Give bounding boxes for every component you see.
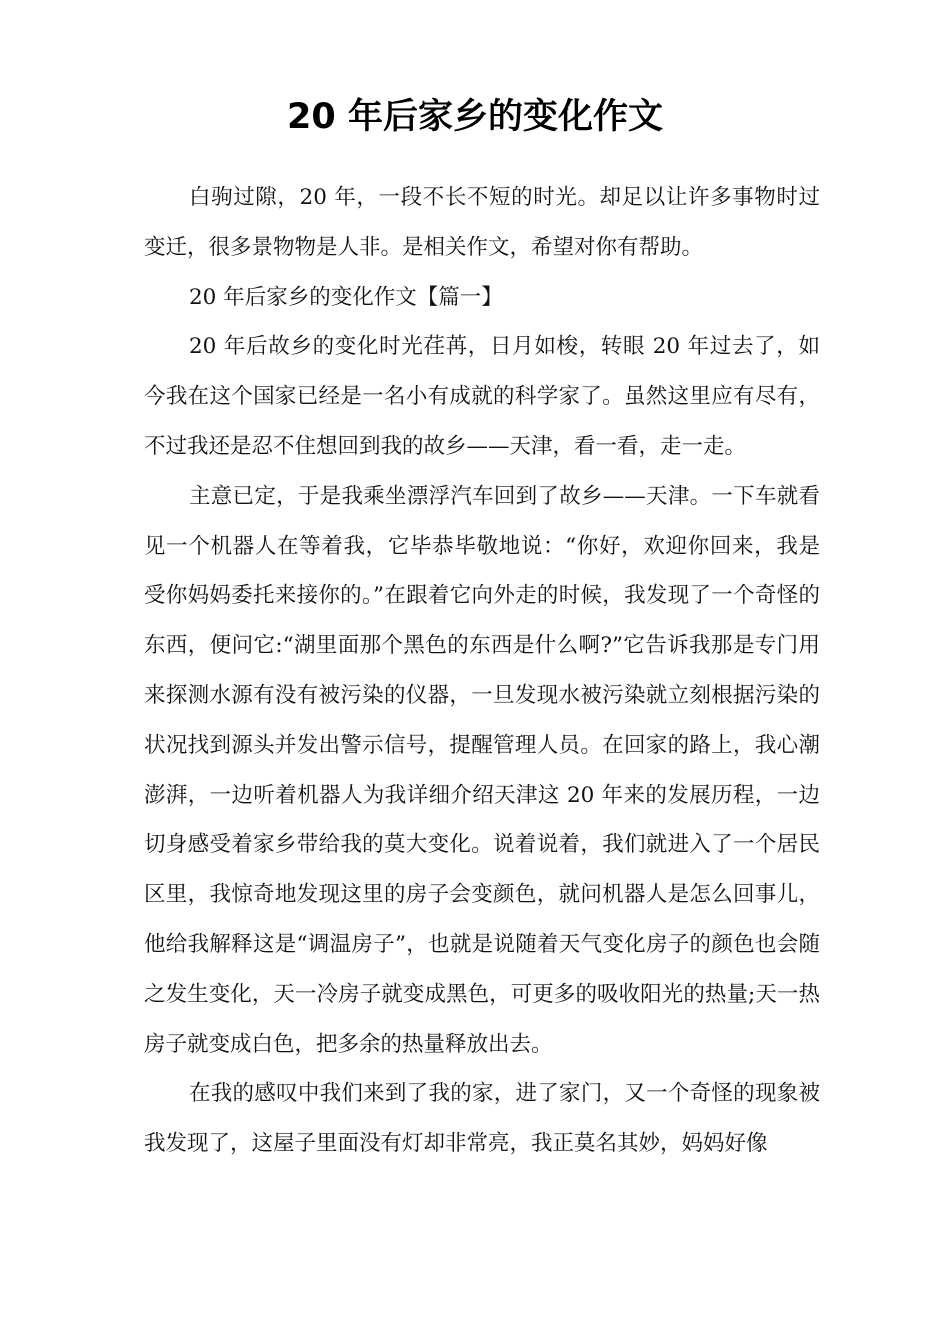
document-body bbox=[144, 173, 820, 1169]
document-title: 20 年后家乡的变化作文 bbox=[287, 97, 663, 137]
section-heading: 20 年后家乡的变化作文【篇一】 bbox=[189, 284, 503, 310]
body-paragraph-3: 在我的感叹中我们来到了我的家，进了家门，又一个奇怪的现象被我发现了，这屋子里面没有灯却非常亮，我正莫名其妙，妈妈好像 bbox=[144, 1081, 820, 1157]
intro-paragraph: 白驹过隙，20 年，一段不长不短的时光。却足以让许多事物时过变迁，很多景物物是人非。是相关作文，希望对你有帮助。 bbox=[144, 185, 820, 260]
body-paragraph-2: 主意已定，于是我乘坐漂浮汽车回到了故乡——天津。一下车就看见一个机器人在等着我，它毕恭毕敬地说：“你好，欢迎你回来，我是受你妈妈委托来接你的。”在跟着它向外走的时候，我发现了一个奇怪的东西，便问它:“湖里面那个黑色的东西是什么啊?”它告诉我那是专门用来探测水源有没有被污染的仪器，一旦发现水被污染就立刻根据污染的状况找到源头并发出警示信号，提醒管理人员。在回家的路上，我心潮澎湃，一边听着机器人为我详细介绍天津这 20 年来的发展历程，一边切身感受着家乡带给我的莫大变化。说着说着，我们就进入了一个居民区里，我惊奇地发现这里的房子会变颜色，就问机器人是怎么回事儿，他给我解释这是“调温房子”，也就是说随着天气变化房子的颜色也会随之发生变化，天一冷房子就变成黑色，可更多的吸收阳光的热量;天一热房子就变成白色，把多余的热量释放出去。 bbox=[144, 483, 820, 1057]
body-paragraph-1: 20 年后故乡的变化时光荏苒，日月如梭，转眼 20 年过去了，如今我在这个国家已经是一名小有成就的科学家了。虽然这里应有尽有，不过我还是忍不住想回到我的故乡——天津，看一看，走一走。 bbox=[144, 334, 820, 459]
